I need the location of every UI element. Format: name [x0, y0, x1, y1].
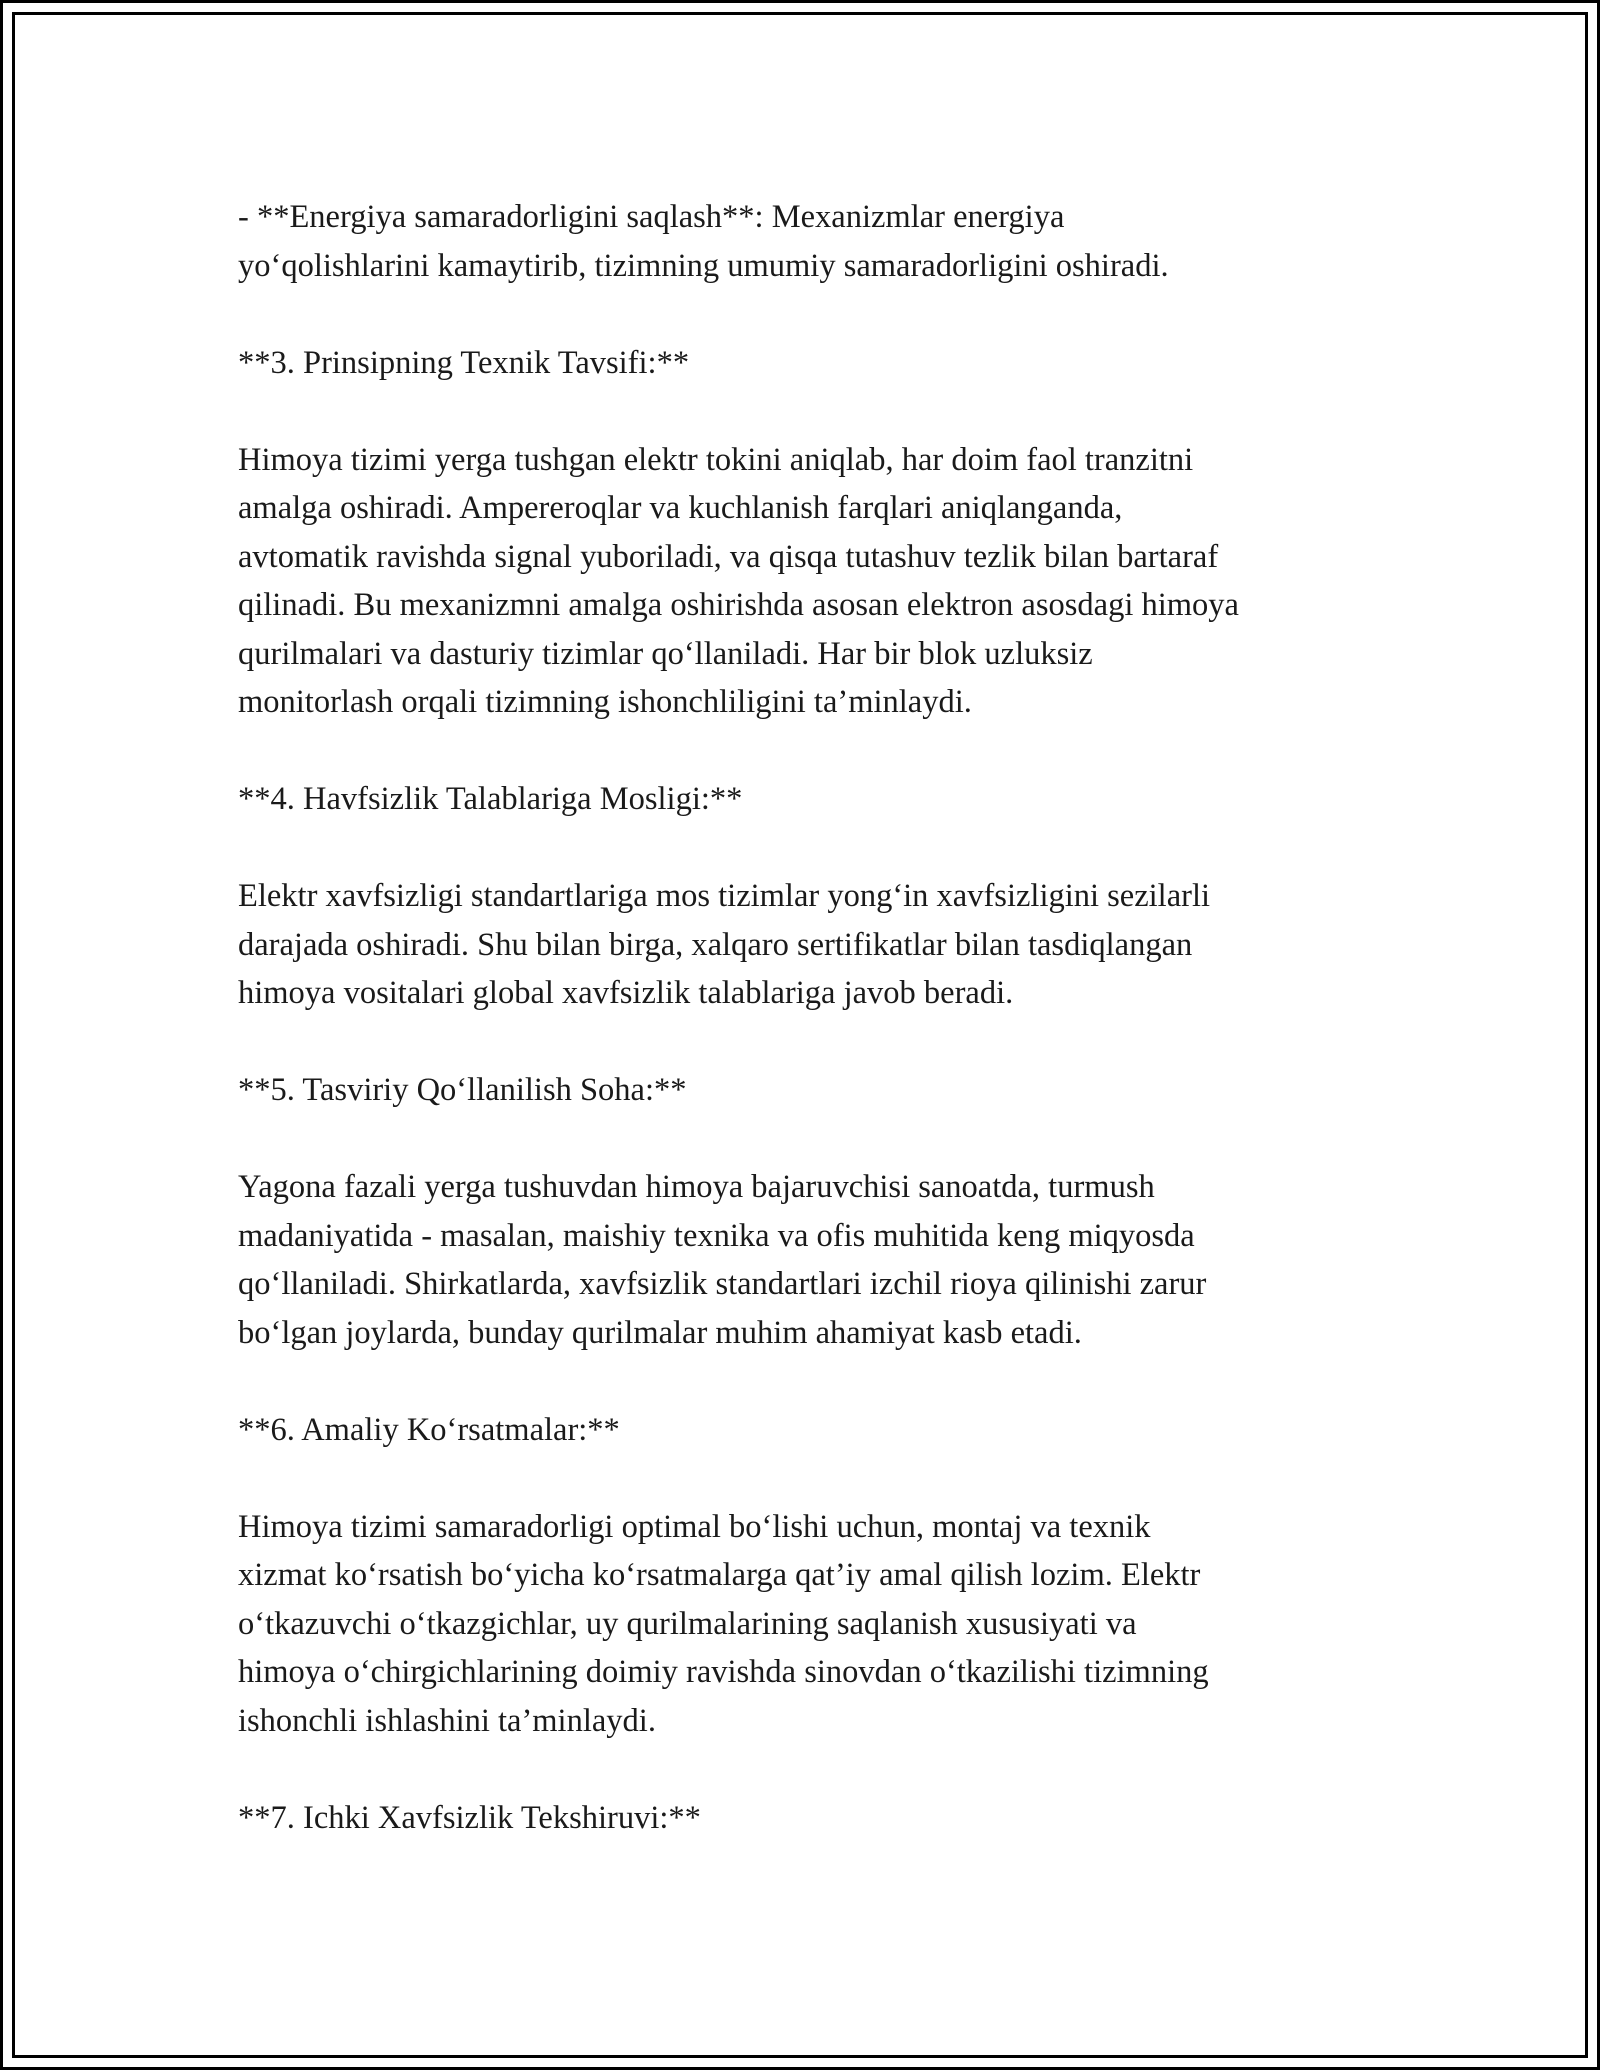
- text-line: xizmat ko‘rsatish bo‘yicha ko‘rsatmalarga qat’iy amal qilish lozim. Elektr: [238, 1557, 1201, 1593]
- text-line: qilinadi. Bu mexanizmni amalga oshirishda asosan elektron asosdagi himoya: [238, 587, 1239, 623]
- text-line: himoya vositalari global xavfsizlik talablariga javob beradi.: [238, 975, 1014, 1011]
- section-heading-4: [238, 775, 1418, 824]
- section-heading-6: [238, 1406, 1418, 1455]
- text-line: Yagona fazali yerga tushuvdan himoya bajaruvchisi sanoatda, turmush: [238, 1169, 1155, 1205]
- text-line: qo‘llaniladi. Shirkatlarda, xavfsizlik standartlari izchil rioya qilinishi zarur: [238, 1266, 1207, 1302]
- text-line: darajada oshiradi. Shu bilan birga, xalqaro sertifikatlar bilan tasdiqlangan: [238, 926, 1193, 963]
- heading-line: **3. Prinsipning Texnik Tavsifi:**: [238, 344, 690, 381]
- text-line: himoya o‘chirgichlarining doimiy ravishda sinovdan o‘tkazilishi tizimning: [238, 1654, 1209, 1690]
- section-heading-3: [238, 339, 1418, 388]
- text-line: Himoya tizimi yerga tushgan elektr tokini aniqlab, har doim faol tranzitni: [238, 441, 1194, 478]
- text-line: ishonchli ishlashini ta’minlaydi.: [238, 1702, 656, 1739]
- paragraph-practical-guidelines: [238, 1503, 1418, 1746]
- paragraph-safety-compliance: [238, 872, 1418, 1018]
- text-line: qurilmalari va dasturiy tizimlar qo‘llaniladi. Har bir blok uzluksiz: [238, 635, 1093, 672]
- heading-line: **5. Tasviriy Qo‘llanilish Soha:**: [238, 1072, 687, 1108]
- text-line: yo‘qolishlarini kamaytirib, tizimning umumiy samaradorligini oshiradi.: [238, 247, 1169, 284]
- heading-line: **7. Ichki Xavfsizlik Tekshiruvi:**: [238, 1799, 701, 1836]
- text-line: o‘tkazuvchi o‘tkazgichlar, uy qurilmalarining saqlanish xususiyati va: [238, 1605, 1137, 1642]
- heading-line: **4. Havfsizlik Talablariga Mosligi:**: [238, 781, 743, 817]
- document-body: [238, 193, 1418, 1891]
- text-line: avtomatik ravishda signal yuboriladi, va qisqa tutashuv tezlik bilan bartaraf: [238, 538, 1219, 575]
- text-line: amalga oshiradi. Ampereroqlar va kuchlanish farqlari aniqlanganda,: [238, 490, 1123, 526]
- paragraph-application-area: [238, 1163, 1418, 1357]
- bullet-energy-efficiency: [238, 193, 1418, 290]
- text-line: Himoya tizimi samaradorligi optimal bo‘lishi uchun, montaj va texnik: [238, 1508, 1151, 1545]
- section-heading-5: [238, 1066, 1418, 1115]
- text-line: Elektr xavfsizligi standartlariga mos tizimlar yong‘in xavfsizligini sezilarli: [238, 878, 1211, 914]
- text-line: - **Energiya samaradorligini saqlash**: Mexanizmlar energiya: [238, 199, 1065, 235]
- section-heading-7: [238, 1794, 1418, 1843]
- text-line: bo‘lgan joylarda, bunday qurilmalar muhim ahamiyat kasb etadi.: [238, 1314, 1082, 1351]
- paragraph-technical-description: [238, 436, 1418, 727]
- text-line: monitorlash orqali tizimning ishonchliligini ta’minlaydi.: [238, 684, 972, 720]
- text-line: madaniyatida - masalan, maishiy texnika va ofis muhitida keng miqyosda: [238, 1217, 1195, 1254]
- heading-line: **6. Amaliy Ko‘rsatmalar:**: [238, 1411, 620, 1448]
